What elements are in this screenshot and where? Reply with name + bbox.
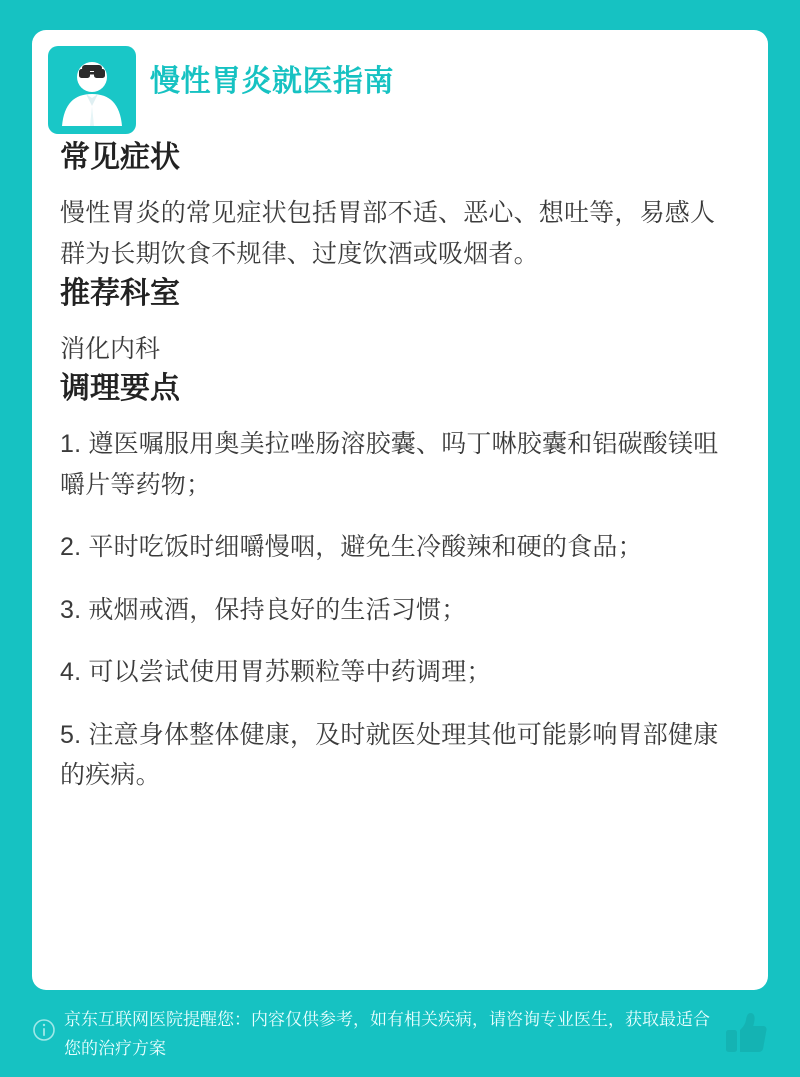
thumbs-up-icon[interactable] xyxy=(724,1010,768,1056)
list-item: 4. 可以尝试使用胃苏颗粒等中药调理； xyxy=(60,658,492,686)
list-item: 5. 注意身体整体健康，及时就医处理其他可能影响胃部健康的疾病。 xyxy=(60,720,719,789)
section-heading-care-points: 调理要点 xyxy=(60,372,180,405)
list-item: 3. 戒烟戒酒，保持良好的生活习惯； xyxy=(60,595,467,624)
content-card xyxy=(32,30,768,990)
section-text-department: 消化内科 xyxy=(60,335,161,363)
section-heading-symptoms: 常见症状 xyxy=(60,141,180,174)
page-title: 慢性胃炎就医指南 xyxy=(150,65,394,98)
footer-disclaimer xyxy=(32,1000,768,1064)
footer-text: 京东互联网医院提醒您：内容仅供参考，如有相关疾病，请咨询专业医生，获取最适合您的治疗方案 xyxy=(64,1010,710,1058)
care-points-list xyxy=(60,424,740,796)
list-item: 1. 遵医嘱服用奥美拉唑肠溶胶囊、吗丁啉胶囊和铝碳酸镁咀嚼片等药物； xyxy=(60,430,719,499)
document-body xyxy=(60,138,740,796)
doctor-avatar-icon xyxy=(46,44,138,136)
list-item: 2. 平时吃饭时细嚼慢咽，避免生冷酸辣和硬的食品； xyxy=(60,533,643,561)
section-text-symptoms: 慢性胃炎的常见症状包括胃部不适、恶心、想吐等，易感人群为长期饮食不规律、过度饮酒或吸烟者。 xyxy=(60,199,716,268)
info-circle-icon xyxy=(32,1018,56,1042)
section-heading-department: 推荐科室 xyxy=(60,277,180,310)
